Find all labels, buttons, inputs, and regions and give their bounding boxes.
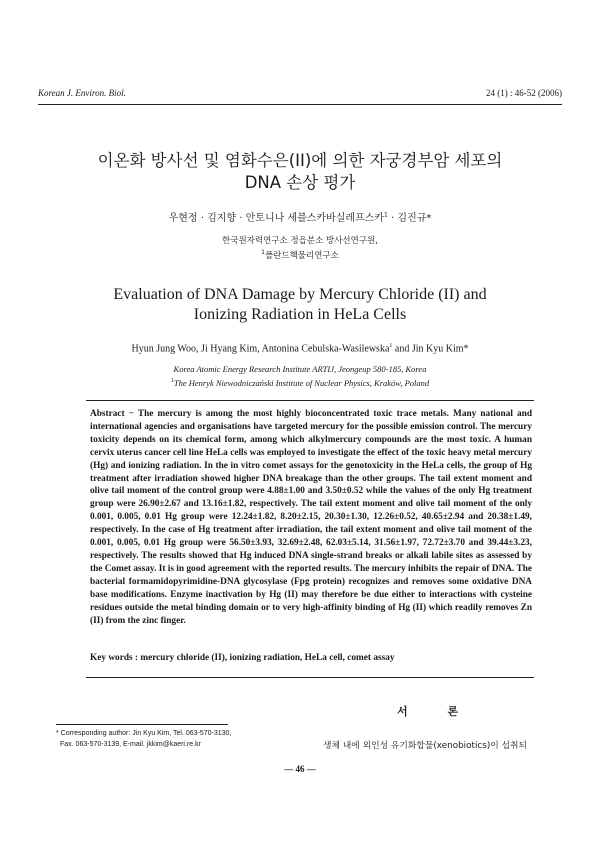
page-number: — 46 — (284, 764, 316, 774)
korean-authors (0, 209, 600, 224)
body-text-start: 생체 내에 외인성 유기화합물(xenobiotics)이 섭취되 (323, 741, 528, 751)
korean-affil-line2: 폴란드핵물리연구소 (264, 250, 339, 261)
english-author-tail: and Jin Kyu Kim* (392, 343, 469, 355)
english-author-mark: 1 (389, 343, 393, 349)
journal-name: Korean J. Environ. Biol. (38, 88, 126, 98)
korean-title (0, 150, 600, 194)
footnote-line2: Fax. 063-570-3139, E-mail. jkkim@kaeri.re.kr (60, 741, 201, 748)
english-affil-line1: Korea Atomic Energy Research Institute ARTIJ, Jeongeup 580-185, Korea (173, 364, 427, 374)
korean-affiliations (0, 235, 600, 262)
english-affiliations (0, 363, 600, 389)
korean-author-mark: 1 (384, 211, 388, 219)
korean-affil-line1: 한국원자력연구소 정읍분소 방사선연구원, (222, 236, 378, 246)
abstract-label: Abstract (90, 409, 125, 419)
korean-author-names: 우현정 · 김지향 · 안토니나 세블스카바실레프스카 (168, 213, 385, 224)
running-header (38, 88, 562, 102)
section-heading-intro: 서 론 (397, 705, 477, 718)
english-title (0, 285, 600, 325)
korean-affil-mark: 1 (261, 249, 265, 256)
abstract-top-rule (86, 400, 534, 401)
korean-title-line2: DNA 손상 평가 (244, 173, 356, 192)
header-rule (38, 104, 562, 105)
english-affil-line2: The Henryk Niewodniczański Institute of Nuclear Physics, Kraków, Poland (173, 377, 430, 388)
volume-info: 24 (1) : 46-52 (2006) (486, 88, 562, 98)
keywords: Key words : mercury chloride (II), ionizing radiation, HeLa cell, comet assay (90, 653, 395, 663)
english-title-line2: Ionizing Radiation in HeLa Cells (193, 306, 407, 323)
footnote-line1: * Corresponding author: Jin Kyu Kim, Tel. 063-570-3130, (56, 730, 232, 737)
english-authors (0, 343, 600, 354)
abstract-text: − The mercury is among the most highly bioconcentrated toxic trace metals. Many national and international agencies and organisations have targeted mercury for the possible emission control. The mercury toxicity depends on its chemical form, among which alkylmercury compounds are the most toxic. A human cervix uterus cancer cell line HeLa cells was employed to investigate the effect of the toxic heavy metal mercury (Hg) and ionizing radiation. In the in vitro comet assays for the genotoxicity in the HeLa cells, the group of Hg treatment after irradiation showed higher DNA breakage than the other groups. The tail extent moment and olive tail moment of the control group were 4.88±1.00 and 3.50±0.52 while the values of the only Hg treatment group were 26.90±2.67 and 13.16±1.82, respectively. The tail extent moment and olive tail moment of the only 0.001, 0.005, 0.01 Hg group were 12.24±1.82, 8.20±2.15, 20.30±1.30, 12.26±0.52, 40.65±2.94 and 20.38±1.49, respectively. In the case of Hg treatment after irradiation, the tail extent moment and olive tail moment of the 0.001, 0.005, 0.01 Hg group were 56.50±3.93, 32.69±2.48, 62.03±5.14, 31.56±1.97, 72.72±3.70 and 39.44±3.23, respectively. The results showed that Hg induced DNA single-strand breaks or alkali labile sites as assessed by the Comet assay. It is in good agreement with the reported results. The mercury inhibits the repair of DNA. The bacterial formamidopyrimidine-DNA glycosylase (Fpg protein) recognizes and removes some oxidative DNA base modifications. Enzyme inactivation by Hg (II) may therefore be due either to interactions with cysteine residues outside the metal binding domain or to very high-affinity binding of Hg (II) which readily removes Zn (II) from the zinc finger. (90, 409, 532, 626)
korean-title-line1: 이온화 방사선 및 염화수은(II)에 의한 자궁경부암 세포의 (97, 151, 503, 170)
english-affil-mark: 1 (170, 378, 174, 384)
abstract (90, 408, 532, 627)
abstract-bottom-rule (86, 677, 534, 678)
english-author-names: Hyun Jung Woo, Ji Hyang Kim, Antonina Cebulska-Wasilewska (131, 343, 390, 355)
korean-author-tail: · 김진규* (387, 213, 432, 224)
english-title-line1: Evaluation of DNA Damage by Mercury Chloride (II) and (113, 286, 487, 303)
corresponding-footnote (56, 728, 231, 750)
footnote-rule (56, 724, 228, 725)
